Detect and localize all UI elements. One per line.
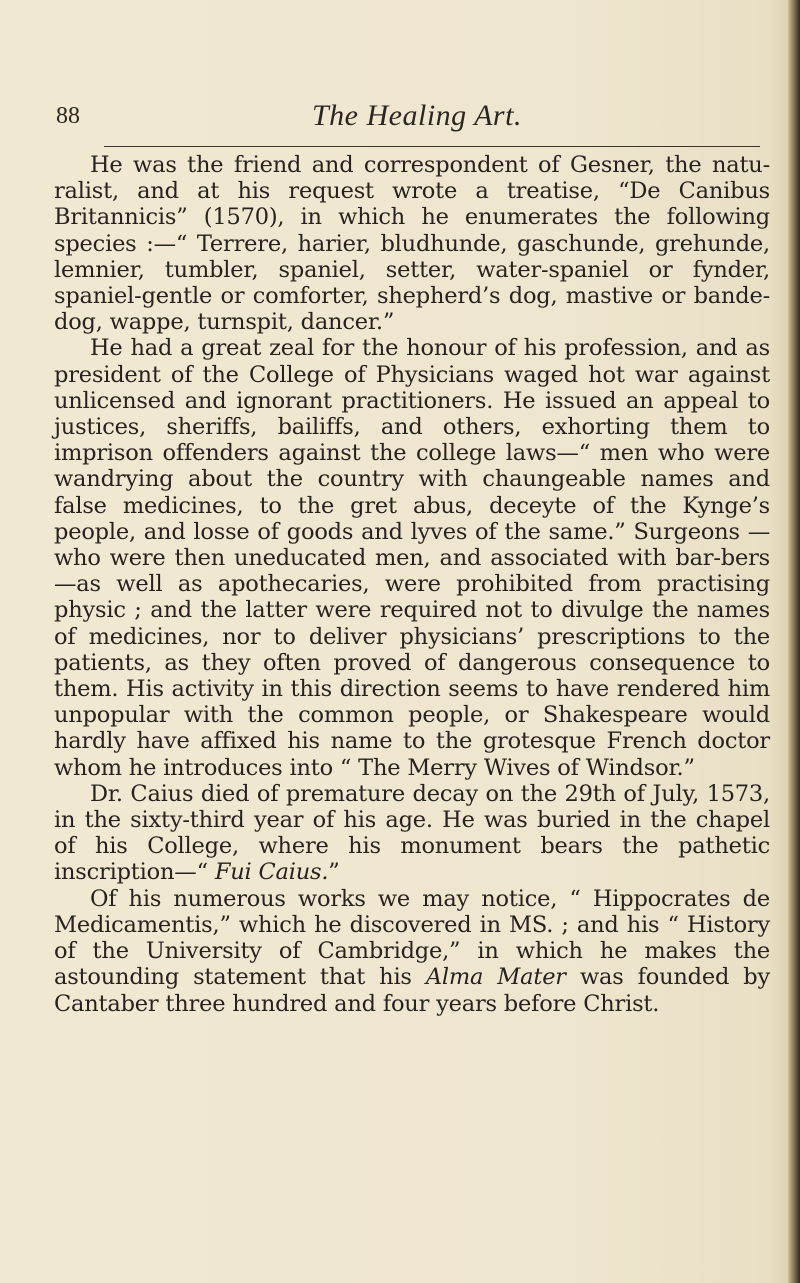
paragraph-numerous-works	[54, 886, 770, 1017]
paragraph-text: Of his numerous works we may notice, “ Hippocrates de Medicamentis,” which he discovered in MS. ; and his “ History of the University of Cambridge,” in which he makes the astounding statement that his	[54, 885, 770, 991]
paragraph-text: Dr. Caius died of premature decay on the 29th of July, 1573, in the sixty-third year of his age. He was buried in the chapel of his College, where his monument bears the pathetic inscription—“	[54, 780, 770, 886]
italic-inscription: Fui Caius.	[214, 859, 329, 886]
paragraph-college-of-physicians: He had a great zeal for the honour of his profession, and as president of the College of Physicians waged hot war against unlicensed and ignorant practitioners. He issued an appeal to justices, sheriffs, bailiffs, and others, exhorting them to imprison offenders against the college laws—“ men who were wandrying about the country with chaungeable names and false medicines, to the gret abus, deceyte of the Kynge’s people, and losse of goods and lyves of the same.” Surgeons —who were then uneducated men, and associated with bar-bers—as well as apothecaries, were prohibited from practising physic ; and the latter were required not to divulge the names of medicines, nor to deliver physicians’ prescriptions to the patients, as they often proved of dangerous consequence to them. His activity in this direction seems to have rendered him unpopular with the common people, or Shakespeare would hardly have affixed his name to the grotesque French doctor whom he introduces into “ The Merry Wives of Windsor.”	[54, 335, 770, 781]
page-number: 88	[56, 103, 80, 129]
body-text	[54, 152, 770, 1017]
running-title: The Healing Art.	[312, 99, 522, 132]
header-rule	[104, 146, 760, 147]
paragraph-gesner-treatise: He was the friend and correspondent of Gesner, the natu-ralist, and at his request wrote a treatise, “De Canibus Britannicis” (1570), in which he enumerates the following species :—“ Terrere, harier, bludhunde, gaschunde, grehunde, lemnier, tumbler, spaniel, setter, water-spaniel or fynder, spaniel-gentle or comforter, shepherd’s dog, mastive or bande-dog, wappe, turnspit, dancer.”	[54, 152, 770, 336]
paragraph-text: was founded by Cantaber three hundred and four years before Christ.	[54, 964, 770, 1017]
page-header	[0, 96, 800, 136]
italic-alma-mater: Alma Mater	[425, 964, 566, 991]
paragraph-text: ”	[328, 859, 340, 886]
paragraph-death-of-caius	[54, 781, 770, 886]
page-binding-edge	[788, 0, 800, 1283]
